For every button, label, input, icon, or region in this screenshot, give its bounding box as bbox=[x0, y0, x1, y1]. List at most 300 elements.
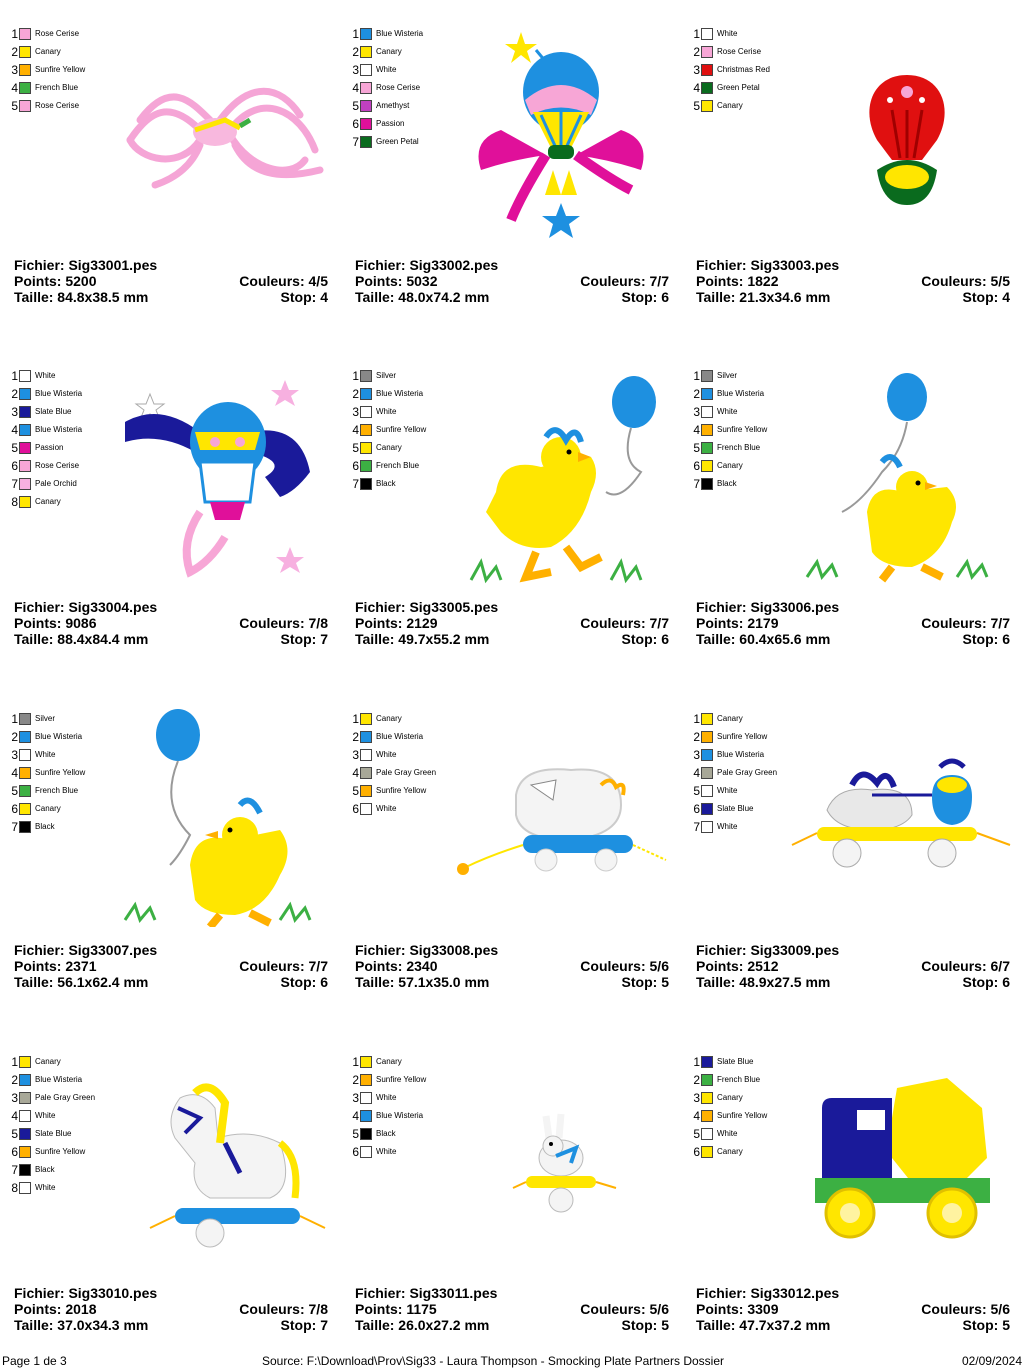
thread-legend-row bbox=[347, 800, 436, 818]
size: Taille: 48.0x74.2 mm bbox=[355, 289, 490, 305]
thread-color-swatch bbox=[701, 1128, 713, 1140]
thread-number: 2 bbox=[693, 387, 700, 401]
thread-name: Rose Cerise bbox=[376, 83, 421, 92]
size: Taille: 49.7x55.2 mm bbox=[355, 631, 490, 647]
thread-name: Sunfire Yellow bbox=[35, 768, 86, 777]
thread-number: 1 bbox=[11, 712, 18, 726]
thread-color-swatch bbox=[701, 785, 713, 797]
thread-color-swatch bbox=[701, 406, 713, 418]
thread-legend bbox=[6, 367, 82, 511]
thread-number: 2 bbox=[11, 1073, 18, 1087]
thread-legend-row bbox=[6, 367, 82, 385]
thread-color-swatch bbox=[360, 82, 372, 94]
file-name: Fichier: Sig33001.pes bbox=[14, 257, 158, 273]
design-cell bbox=[682, 0, 1023, 342]
thread-number: 3 bbox=[352, 405, 359, 419]
points: Points: 2018 bbox=[14, 1301, 97, 1317]
thread-color-swatch bbox=[360, 785, 372, 797]
thread-number: 5 bbox=[11, 1127, 18, 1141]
thread-number: 3 bbox=[693, 405, 700, 419]
thread-legend-row bbox=[6, 493, 82, 511]
thread-number: 3 bbox=[693, 1091, 700, 1105]
thread-color-swatch bbox=[360, 460, 372, 472]
thread-legend-row bbox=[6, 1143, 95, 1161]
thread-color-swatch bbox=[701, 478, 713, 490]
thread-color-swatch bbox=[360, 1074, 372, 1086]
thread-color-swatch bbox=[701, 1092, 713, 1104]
thread-color-swatch bbox=[701, 370, 713, 382]
thread-number: 6 bbox=[352, 117, 359, 131]
thread-number: 5 bbox=[693, 784, 700, 798]
thread-name: Canary bbox=[376, 1057, 402, 1066]
thread-color-swatch bbox=[360, 118, 372, 130]
print-date: 02/09/2024 bbox=[961, 1354, 1022, 1368]
thread-legend-row bbox=[6, 421, 82, 439]
design-cell bbox=[0, 0, 341, 342]
thread-number: 5 bbox=[352, 1127, 359, 1141]
thread-name: Blue Wisteria bbox=[35, 389, 83, 398]
thread-name: Silver bbox=[35, 714, 56, 723]
thread-color-swatch bbox=[19, 460, 31, 472]
thread-name: Sunfire Yellow bbox=[717, 425, 768, 434]
thread-number: 2 bbox=[11, 730, 18, 744]
size: Taille: 56.1x62.4 mm bbox=[14, 974, 149, 990]
thread-color-swatch bbox=[360, 767, 372, 779]
thread-legend bbox=[688, 1053, 767, 1161]
thread-name: Canary bbox=[35, 47, 61, 56]
thread-color-swatch bbox=[19, 803, 31, 815]
thread-legend-row bbox=[347, 746, 436, 764]
thread-number: 2 bbox=[352, 387, 359, 401]
thread-number: 6 bbox=[11, 802, 18, 816]
thread-legend-row bbox=[347, 403, 426, 421]
points: Points: 2512 bbox=[696, 958, 779, 974]
thread-legend-row bbox=[6, 1089, 95, 1107]
thread-color-swatch bbox=[19, 1164, 31, 1176]
thread-name: Black bbox=[717, 479, 737, 488]
thread-color-swatch bbox=[19, 731, 31, 743]
thread-color-swatch bbox=[19, 1092, 31, 1104]
design-info bbox=[355, 257, 669, 305]
thread-color-swatch bbox=[19, 424, 31, 436]
size: Taille: 48.9x27.5 mm bbox=[696, 974, 831, 990]
thread-number: 7 bbox=[352, 135, 359, 149]
thread-legend-row bbox=[688, 710, 777, 728]
thread-number: 6 bbox=[11, 459, 18, 473]
thread-color-swatch bbox=[19, 821, 31, 833]
thread-legend-row bbox=[6, 1053, 95, 1071]
thread-color-swatch bbox=[701, 749, 713, 761]
thread-color-swatch bbox=[19, 1074, 31, 1086]
thread-color-swatch bbox=[360, 64, 372, 76]
thread-color-swatch bbox=[701, 1074, 713, 1086]
thread-number: 7 bbox=[352, 477, 359, 491]
thread-color-swatch bbox=[360, 731, 372, 743]
thread-legend-row bbox=[6, 79, 85, 97]
thread-legend-row bbox=[347, 97, 423, 115]
design-preview-pull-toy-lamb bbox=[441, 705, 671, 927]
thread-legend-row bbox=[6, 782, 85, 800]
thread-legend bbox=[347, 1053, 426, 1161]
points: Points: 2371 bbox=[14, 958, 97, 974]
thread-name: White bbox=[376, 1093, 397, 1102]
file-name: Fichier: Sig33009.pes bbox=[696, 942, 840, 958]
thread-color-swatch bbox=[19, 28, 31, 40]
thread-legend bbox=[347, 25, 423, 151]
colors-count: Couleurs: 7/8 bbox=[239, 1301, 328, 1317]
design-preview-rocking-horse bbox=[100, 1048, 330, 1270]
thread-name: Silver bbox=[717, 371, 738, 380]
thread-color-swatch bbox=[701, 46, 713, 58]
thread-number: 2 bbox=[693, 45, 700, 59]
thread-number: 1 bbox=[693, 27, 700, 41]
thread-legend-row bbox=[688, 1053, 767, 1071]
design-cell bbox=[341, 342, 682, 684]
thread-name: Slate Blue bbox=[35, 407, 72, 416]
thread-name: Sunfire Yellow bbox=[35, 65, 86, 74]
thread-number: 7 bbox=[11, 820, 18, 834]
thread-name: Green Petal bbox=[376, 137, 419, 146]
thread-color-swatch bbox=[701, 388, 713, 400]
thread-name: Canary bbox=[717, 1093, 743, 1102]
thread-number: 7 bbox=[693, 477, 700, 491]
design-cell bbox=[682, 685, 1023, 1027]
thread-color-swatch bbox=[19, 370, 31, 382]
thread-number: 4 bbox=[11, 1109, 18, 1123]
thread-name: White bbox=[376, 750, 397, 759]
thread-legend-row bbox=[688, 818, 777, 836]
thread-legend-row bbox=[6, 800, 85, 818]
thread-name: White bbox=[717, 407, 738, 416]
thread-legend-row bbox=[6, 61, 85, 79]
thread-color-swatch bbox=[701, 28, 713, 40]
thread-name: White bbox=[35, 1111, 56, 1120]
thread-legend-row bbox=[347, 25, 423, 43]
design-info bbox=[355, 599, 669, 647]
colors-count: Couleurs: 7/8 bbox=[239, 615, 328, 631]
thread-name: White bbox=[376, 1147, 397, 1156]
thread-legend-row bbox=[688, 421, 767, 439]
thread-legend-row bbox=[688, 367, 767, 385]
thread-legend-row bbox=[6, 728, 85, 746]
thread-name: Canary bbox=[35, 1057, 61, 1066]
thread-name: White bbox=[35, 1183, 56, 1192]
thread-name: French Blue bbox=[717, 443, 761, 452]
thread-legend-row bbox=[347, 1089, 426, 1107]
size: Taille: 47.7x37.2 mm bbox=[696, 1317, 831, 1333]
thread-color-swatch bbox=[19, 713, 31, 725]
thread-name: Blue Wisteria bbox=[376, 29, 424, 38]
thread-legend-row bbox=[347, 1107, 426, 1125]
thread-legend-row bbox=[6, 1179, 95, 1197]
thread-number: 2 bbox=[352, 45, 359, 59]
design-preview-pull-toy-cart bbox=[782, 705, 1012, 927]
thread-name: Sunfire Yellow bbox=[717, 732, 768, 741]
thread-number: 5 bbox=[352, 784, 359, 798]
thread-name: Green Petal bbox=[717, 83, 760, 92]
thread-number: 4 bbox=[352, 1109, 359, 1123]
thread-color-swatch bbox=[19, 388, 31, 400]
thread-legend-row bbox=[347, 1071, 426, 1089]
thread-name: Blue Wisteria bbox=[376, 732, 424, 741]
thread-name: Canary bbox=[717, 1147, 743, 1156]
thread-name: Passion bbox=[35, 443, 64, 452]
thread-color-swatch bbox=[360, 713, 372, 725]
colors-count: Couleurs: 5/6 bbox=[580, 1301, 669, 1317]
thread-color-swatch bbox=[19, 82, 31, 94]
thread-legend-row bbox=[347, 61, 423, 79]
thread-color-swatch bbox=[19, 1146, 31, 1158]
thread-name: Silver bbox=[376, 371, 397, 380]
thread-name: White bbox=[717, 1129, 738, 1138]
thread-name: White bbox=[376, 804, 397, 813]
thread-number: 4 bbox=[352, 81, 359, 95]
thread-number: 3 bbox=[11, 1091, 18, 1105]
thread-name: Passion bbox=[376, 119, 405, 128]
thread-color-swatch bbox=[360, 1056, 372, 1068]
thread-color-swatch bbox=[360, 478, 372, 490]
thread-name: French Blue bbox=[717, 1075, 761, 1084]
size: Taille: 60.4x65.6 mm bbox=[696, 631, 831, 647]
thread-name: French Blue bbox=[35, 786, 79, 795]
thread-legend-row bbox=[347, 43, 423, 61]
thread-legend-row bbox=[688, 439, 767, 457]
thread-number: 2 bbox=[11, 45, 18, 59]
thread-legend-row bbox=[688, 746, 777, 764]
thread-number: 4 bbox=[352, 766, 359, 780]
thread-number: 6 bbox=[693, 459, 700, 473]
thread-color-swatch bbox=[360, 136, 372, 148]
stop-count: Stop: 5 bbox=[621, 1317, 669, 1333]
thread-legend-row bbox=[6, 1071, 95, 1089]
thread-name: Blue Wisteria bbox=[35, 732, 83, 741]
thread-number: 5 bbox=[11, 784, 18, 798]
thread-number: 5 bbox=[11, 441, 18, 455]
thread-legend-row bbox=[688, 61, 770, 79]
thread-color-swatch bbox=[701, 1056, 713, 1068]
thread-name: Pale Orchid bbox=[35, 479, 77, 488]
stop-count: Stop: 6 bbox=[280, 974, 328, 990]
thread-legend-row bbox=[688, 728, 777, 746]
thread-number: 3 bbox=[11, 748, 18, 762]
thread-legend-row bbox=[6, 1161, 95, 1179]
thread-color-swatch bbox=[701, 713, 713, 725]
colors-count: Couleurs: 5/5 bbox=[921, 273, 1010, 289]
thread-color-swatch bbox=[19, 406, 31, 418]
size: Taille: 84.8x38.5 mm bbox=[14, 289, 149, 305]
design-cell bbox=[682, 342, 1023, 684]
thread-color-swatch bbox=[701, 803, 713, 815]
size: Taille: 21.3x34.6 mm bbox=[696, 289, 831, 305]
source-path: Source: F:\Download\Prov\Sig33 - Laura Thompson - Smocking Plate Partners Dossier bbox=[262, 1354, 724, 1368]
thread-number: 8 bbox=[11, 495, 18, 509]
stop-count: Stop: 5 bbox=[962, 1317, 1010, 1333]
thread-number: 1 bbox=[352, 712, 359, 726]
design-cell bbox=[341, 685, 682, 1027]
thread-legend-row bbox=[6, 818, 85, 836]
design-info bbox=[14, 942, 328, 990]
thread-name: Canary bbox=[376, 443, 402, 452]
thread-name: Blue Wisteria bbox=[717, 750, 765, 759]
thread-legend-row bbox=[6, 475, 82, 493]
design-info bbox=[696, 599, 1010, 647]
thread-name: Canary bbox=[35, 497, 61, 506]
thread-number: 4 bbox=[11, 81, 18, 95]
design-info bbox=[696, 942, 1010, 990]
thread-color-swatch bbox=[19, 64, 31, 76]
thread-name: Blue Wisteria bbox=[717, 389, 765, 398]
thread-name: White bbox=[35, 371, 56, 380]
thread-color-swatch bbox=[360, 1110, 372, 1122]
thread-color-swatch bbox=[19, 100, 31, 112]
thread-name: Blue Wisteria bbox=[35, 425, 83, 434]
colors-count: Couleurs: 5/6 bbox=[921, 1301, 1010, 1317]
stop-count: Stop: 5 bbox=[621, 974, 669, 990]
thread-name: Blue Wisteria bbox=[35, 1075, 83, 1084]
thread-legend-row bbox=[688, 475, 767, 493]
colors-count: Couleurs: 4/5 bbox=[239, 273, 328, 289]
points: Points: 2129 bbox=[355, 615, 438, 631]
thread-name: White bbox=[717, 29, 738, 38]
thread-number: 2 bbox=[693, 730, 700, 744]
thread-legend bbox=[6, 710, 85, 836]
thread-name: White bbox=[376, 407, 397, 416]
thread-number: 2 bbox=[11, 387, 18, 401]
thread-name: White bbox=[35, 750, 56, 759]
thread-color-swatch bbox=[360, 406, 372, 418]
thread-legend-row bbox=[347, 728, 436, 746]
thread-name: Rose Cerise bbox=[35, 101, 80, 110]
stop-count: Stop: 4 bbox=[280, 289, 328, 305]
design-preview-bow bbox=[100, 20, 330, 242]
thread-number: 1 bbox=[352, 1055, 359, 1069]
points: Points: 5032 bbox=[355, 273, 438, 289]
thread-legend-row bbox=[6, 25, 85, 43]
file-name: Fichier: Sig33011.pes bbox=[355, 1285, 498, 1301]
stop-count: Stop: 6 bbox=[962, 631, 1010, 647]
thread-legend-row bbox=[688, 764, 777, 782]
design-preview-red-balloon bbox=[782, 20, 1012, 242]
thread-color-swatch bbox=[360, 100, 372, 112]
design-info bbox=[696, 1285, 1010, 1333]
thread-legend-row bbox=[688, 97, 770, 115]
thread-legend-row bbox=[6, 746, 85, 764]
thread-number: 3 bbox=[693, 63, 700, 77]
points: Points: 1822 bbox=[696, 273, 779, 289]
thread-legend-row bbox=[688, 25, 770, 43]
points: Points: 3309 bbox=[696, 1301, 779, 1317]
thread-number: 1 bbox=[11, 369, 18, 383]
thread-legend-row bbox=[347, 439, 426, 457]
thread-legend-row bbox=[347, 385, 426, 403]
thread-name: Slate Blue bbox=[717, 1057, 754, 1066]
thread-legend-row bbox=[6, 1107, 95, 1125]
stop-count: Stop: 7 bbox=[280, 1317, 328, 1333]
stop-count: Stop: 7 bbox=[280, 631, 328, 647]
thread-color-swatch bbox=[360, 803, 372, 815]
size: Taille: 88.4x84.4 mm bbox=[14, 631, 149, 647]
thread-legend-row bbox=[6, 43, 85, 61]
thread-name: Black bbox=[35, 1165, 55, 1174]
thread-legend-row bbox=[688, 43, 770, 61]
thread-number: 5 bbox=[352, 99, 359, 113]
thread-name: Pale Gray Green bbox=[717, 768, 778, 777]
design-info bbox=[14, 599, 328, 647]
thread-number: 5 bbox=[693, 99, 700, 113]
thread-number: 4 bbox=[693, 81, 700, 95]
thread-legend-row bbox=[688, 782, 777, 800]
thread-legend-row bbox=[347, 1143, 426, 1161]
thread-legend-row bbox=[347, 115, 423, 133]
design-cell bbox=[341, 1028, 682, 1370]
thread-color-swatch bbox=[360, 1146, 372, 1158]
points: Points: 2340 bbox=[355, 958, 438, 974]
size: Taille: 26.0x27.2 mm bbox=[355, 1317, 490, 1333]
stop-count: Stop: 6 bbox=[621, 631, 669, 647]
thread-number: 6 bbox=[352, 459, 359, 473]
thread-name: Amethyst bbox=[376, 101, 410, 110]
thread-name: Sunfire Yellow bbox=[376, 786, 427, 795]
thread-number: 8 bbox=[11, 1181, 18, 1195]
thread-number: 3 bbox=[352, 1091, 359, 1105]
thread-color-swatch bbox=[19, 767, 31, 779]
file-name: Fichier: Sig33002.pes bbox=[355, 257, 499, 273]
design-preview-cement-truck bbox=[782, 1048, 1012, 1270]
page-footer bbox=[0, 1354, 1024, 1370]
file-name: Fichier: Sig33007.pes bbox=[14, 942, 158, 958]
thread-legend-row bbox=[688, 385, 767, 403]
thread-legend-row bbox=[6, 385, 82, 403]
thread-legend-row bbox=[6, 1125, 95, 1143]
thread-number: 5 bbox=[693, 441, 700, 455]
thread-number: 4 bbox=[352, 423, 359, 437]
thread-legend bbox=[688, 25, 770, 115]
design-preview-duck-balloon bbox=[441, 362, 671, 584]
design-cell bbox=[341, 0, 682, 342]
thread-color-swatch bbox=[701, 460, 713, 472]
thread-number: 1 bbox=[352, 27, 359, 41]
file-name: Fichier: Sig33003.pes bbox=[696, 257, 840, 273]
thread-legend-row bbox=[347, 367, 426, 385]
thread-legend-row bbox=[688, 457, 767, 475]
thread-name: White bbox=[376, 65, 397, 74]
thread-name: Rose Cerise bbox=[35, 461, 80, 470]
thread-name: Canary bbox=[376, 714, 402, 723]
thread-number: 6 bbox=[693, 802, 700, 816]
design-cell bbox=[0, 1028, 341, 1370]
thread-name: Sunfire Yellow bbox=[717, 1111, 768, 1120]
thread-legend-row bbox=[347, 421, 426, 439]
thread-color-swatch bbox=[701, 82, 713, 94]
thread-color-swatch bbox=[701, 424, 713, 436]
file-name: Fichier: Sig33004.pes bbox=[14, 599, 158, 615]
thread-color-swatch bbox=[19, 496, 31, 508]
thread-name: Slate Blue bbox=[35, 1129, 72, 1138]
thread-name: Sunfire Yellow bbox=[35, 1147, 86, 1156]
thread-number: 4 bbox=[693, 1109, 700, 1123]
thread-name: Pale Gray Green bbox=[376, 768, 437, 777]
thread-number: 2 bbox=[352, 1073, 359, 1087]
thread-color-swatch bbox=[19, 1182, 31, 1194]
thread-color-swatch bbox=[19, 785, 31, 797]
thread-number: 2 bbox=[693, 1073, 700, 1087]
thread-number: 1 bbox=[352, 369, 359, 383]
thread-number: 1 bbox=[11, 27, 18, 41]
thread-color-swatch bbox=[701, 1110, 713, 1122]
thread-number: 4 bbox=[11, 766, 18, 780]
design-info bbox=[14, 257, 328, 305]
colors-count: Couleurs: 5/6 bbox=[580, 958, 669, 974]
